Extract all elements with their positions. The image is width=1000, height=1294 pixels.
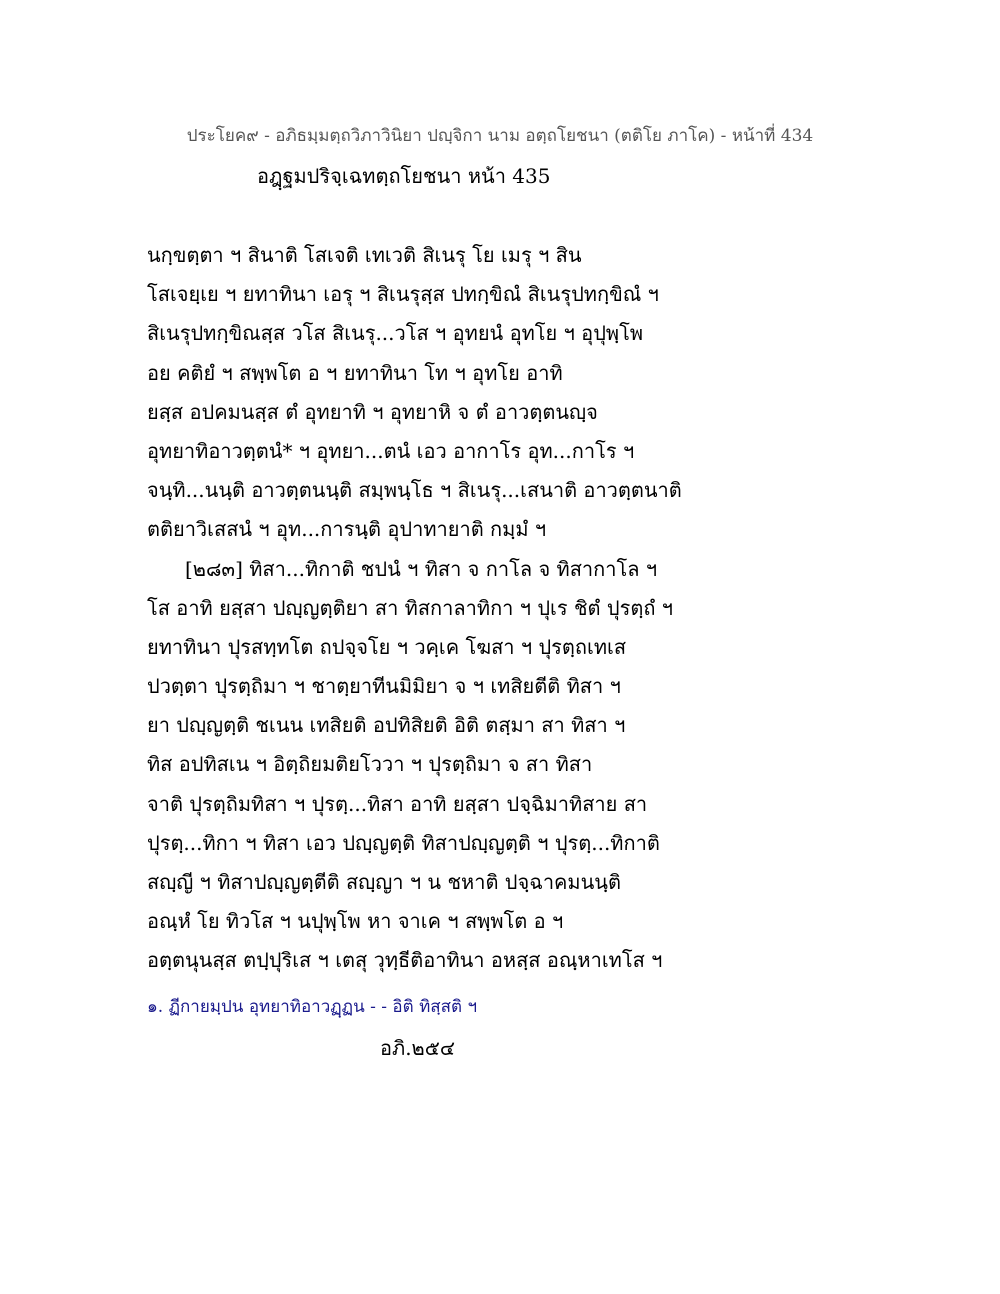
text-line: อตฺตนุนสฺส ตปฺปุริเส ฯ เตสุ วุทฺธีติอาทินา อหสฺส อณฺหาเทโส ฯ (147, 948, 663, 973)
paragraph-start-line: [๒๘๓] ทิสา...ทิกาติ ชปนํ ฯ ทิสา จ กาโล จ ทิสากาโล ฯ (185, 556, 658, 581)
text-line: อย คติยํ ฯ สพฺพโต อ ฯ ยทาทินา โท ฯ อุทโย อาทิ (147, 360, 563, 385)
text-line: จนฺทิ...นนฺติ อาวตฺตนนฺติ สมฺพนฺโธ ฯ สิเนรุ...เสนาติ อาวตฺตนาติ (147, 478, 682, 503)
text-line: ยสฺส อปคมนสฺส ตํ อุทยาทิ ฯ อุทยาหิ จ ตํ อาวตฺตนญฺจ (147, 399, 598, 424)
text-line: สญฺญี ฯ ทิสาปญฺญตฺตีติ สญฺญา ฯ น ชหาติ ปจฺฉาคมนนฺติ (147, 870, 621, 894)
text-line: ปวตฺตา ปุรตฺถิมา ฯ ชาตฺยาทีนมิมิยา จ ฯ เทสิยตีติ ทิสา ฯ (147, 674, 621, 699)
text-line: ทิส อปทิสเน ฯ อิตฺถิยมติยโววา ฯ ปุรตฺถิมา จ สา ทิสา (147, 752, 593, 777)
text-line: สิเนรุปทกฺขิณสฺส วโส สิเนรุ...วโส ฯ อุทยนํ อุทโย ฯ อุปุพฺโพ (147, 321, 643, 346)
text-line: อณฺหํ โย ทิวโส ฯ นปุพฺโพ หา จาเค ฯ สพฺพโต อ ฯ (147, 909, 564, 934)
text-line: นกฺขตฺตา ฯ สินาติ โสเจติ เทเวติ สิเนรุ โย เมรุ ฯ สิน (147, 243, 582, 267)
text-line: ปุรตฺ...ทิกา ฯ ทิสา เอว ปญฺญตฺติ ทิสาปญฺญตฺติ ฯ ปุรตฺ...ทิกาติ (147, 830, 660, 855)
body-text (147, 236, 707, 981)
text-line: ยทาทินา ปุรสทฺทโต ถปจฺจโย ฯ วคฺเค โฆสา ฯ ปุรตฺถเทเส (147, 634, 627, 659)
text-line: อุทยาทิอาวตฺตนํ* ฯ อุทยา...ตนํ เอว อากาโร อุท...กาโร ฯ (147, 438, 635, 463)
footnote: ๑. ฏีกายมฺปน อุทยาทิอาวฏฺฏน - - อิติ ทิสฺสติ ฯ (147, 997, 478, 1017)
page-reference: อภิ.๒๕๔ (380, 1036, 456, 1060)
text-line: จาติ ปุรตฺถิมทิสา ฯ ปุรตฺ...ทิสา อาทิ ยสฺสา ปจฺฉิมาทิสาย สา (147, 791, 648, 816)
text-line: ตติยาวิเสสนํ ฯ อุท...การนฺติ อุปาทายาติ กมฺมํ ฯ (147, 517, 547, 542)
text-line: โส อาทิ ยสฺสา ปญฺญตฺติยา สา ทิสกาลาทิกา ฯ ปุเร ชิตํ ปุรตฺถํ ฯ (147, 595, 674, 620)
text-line: ยา ปญฺญตฺติ ชเนน เทสิยติ อปทิสิยติ อิติ ตสฺมา สา ทิสา ฯ (147, 713, 626, 738)
section-title: อฎฺฐมปริจฺเฉทตฺถโยชนา หน้า 435 (257, 164, 551, 188)
running-header: ประโยค๙ - อภิธมฺมตฺถวิภาวินิยา ปญฺจิกา นาม อตฺถโยชนา (ตติโย ภาโค) - หน้าที่ 434 (186, 126, 814, 146)
text-line: โสเจยฺเย ฯ ยทาทินา เอรุ ฯ สิเนรุสฺส ปทกฺขิณํ สิเนรุปทกฺขิณํ ฯ (147, 282, 659, 307)
